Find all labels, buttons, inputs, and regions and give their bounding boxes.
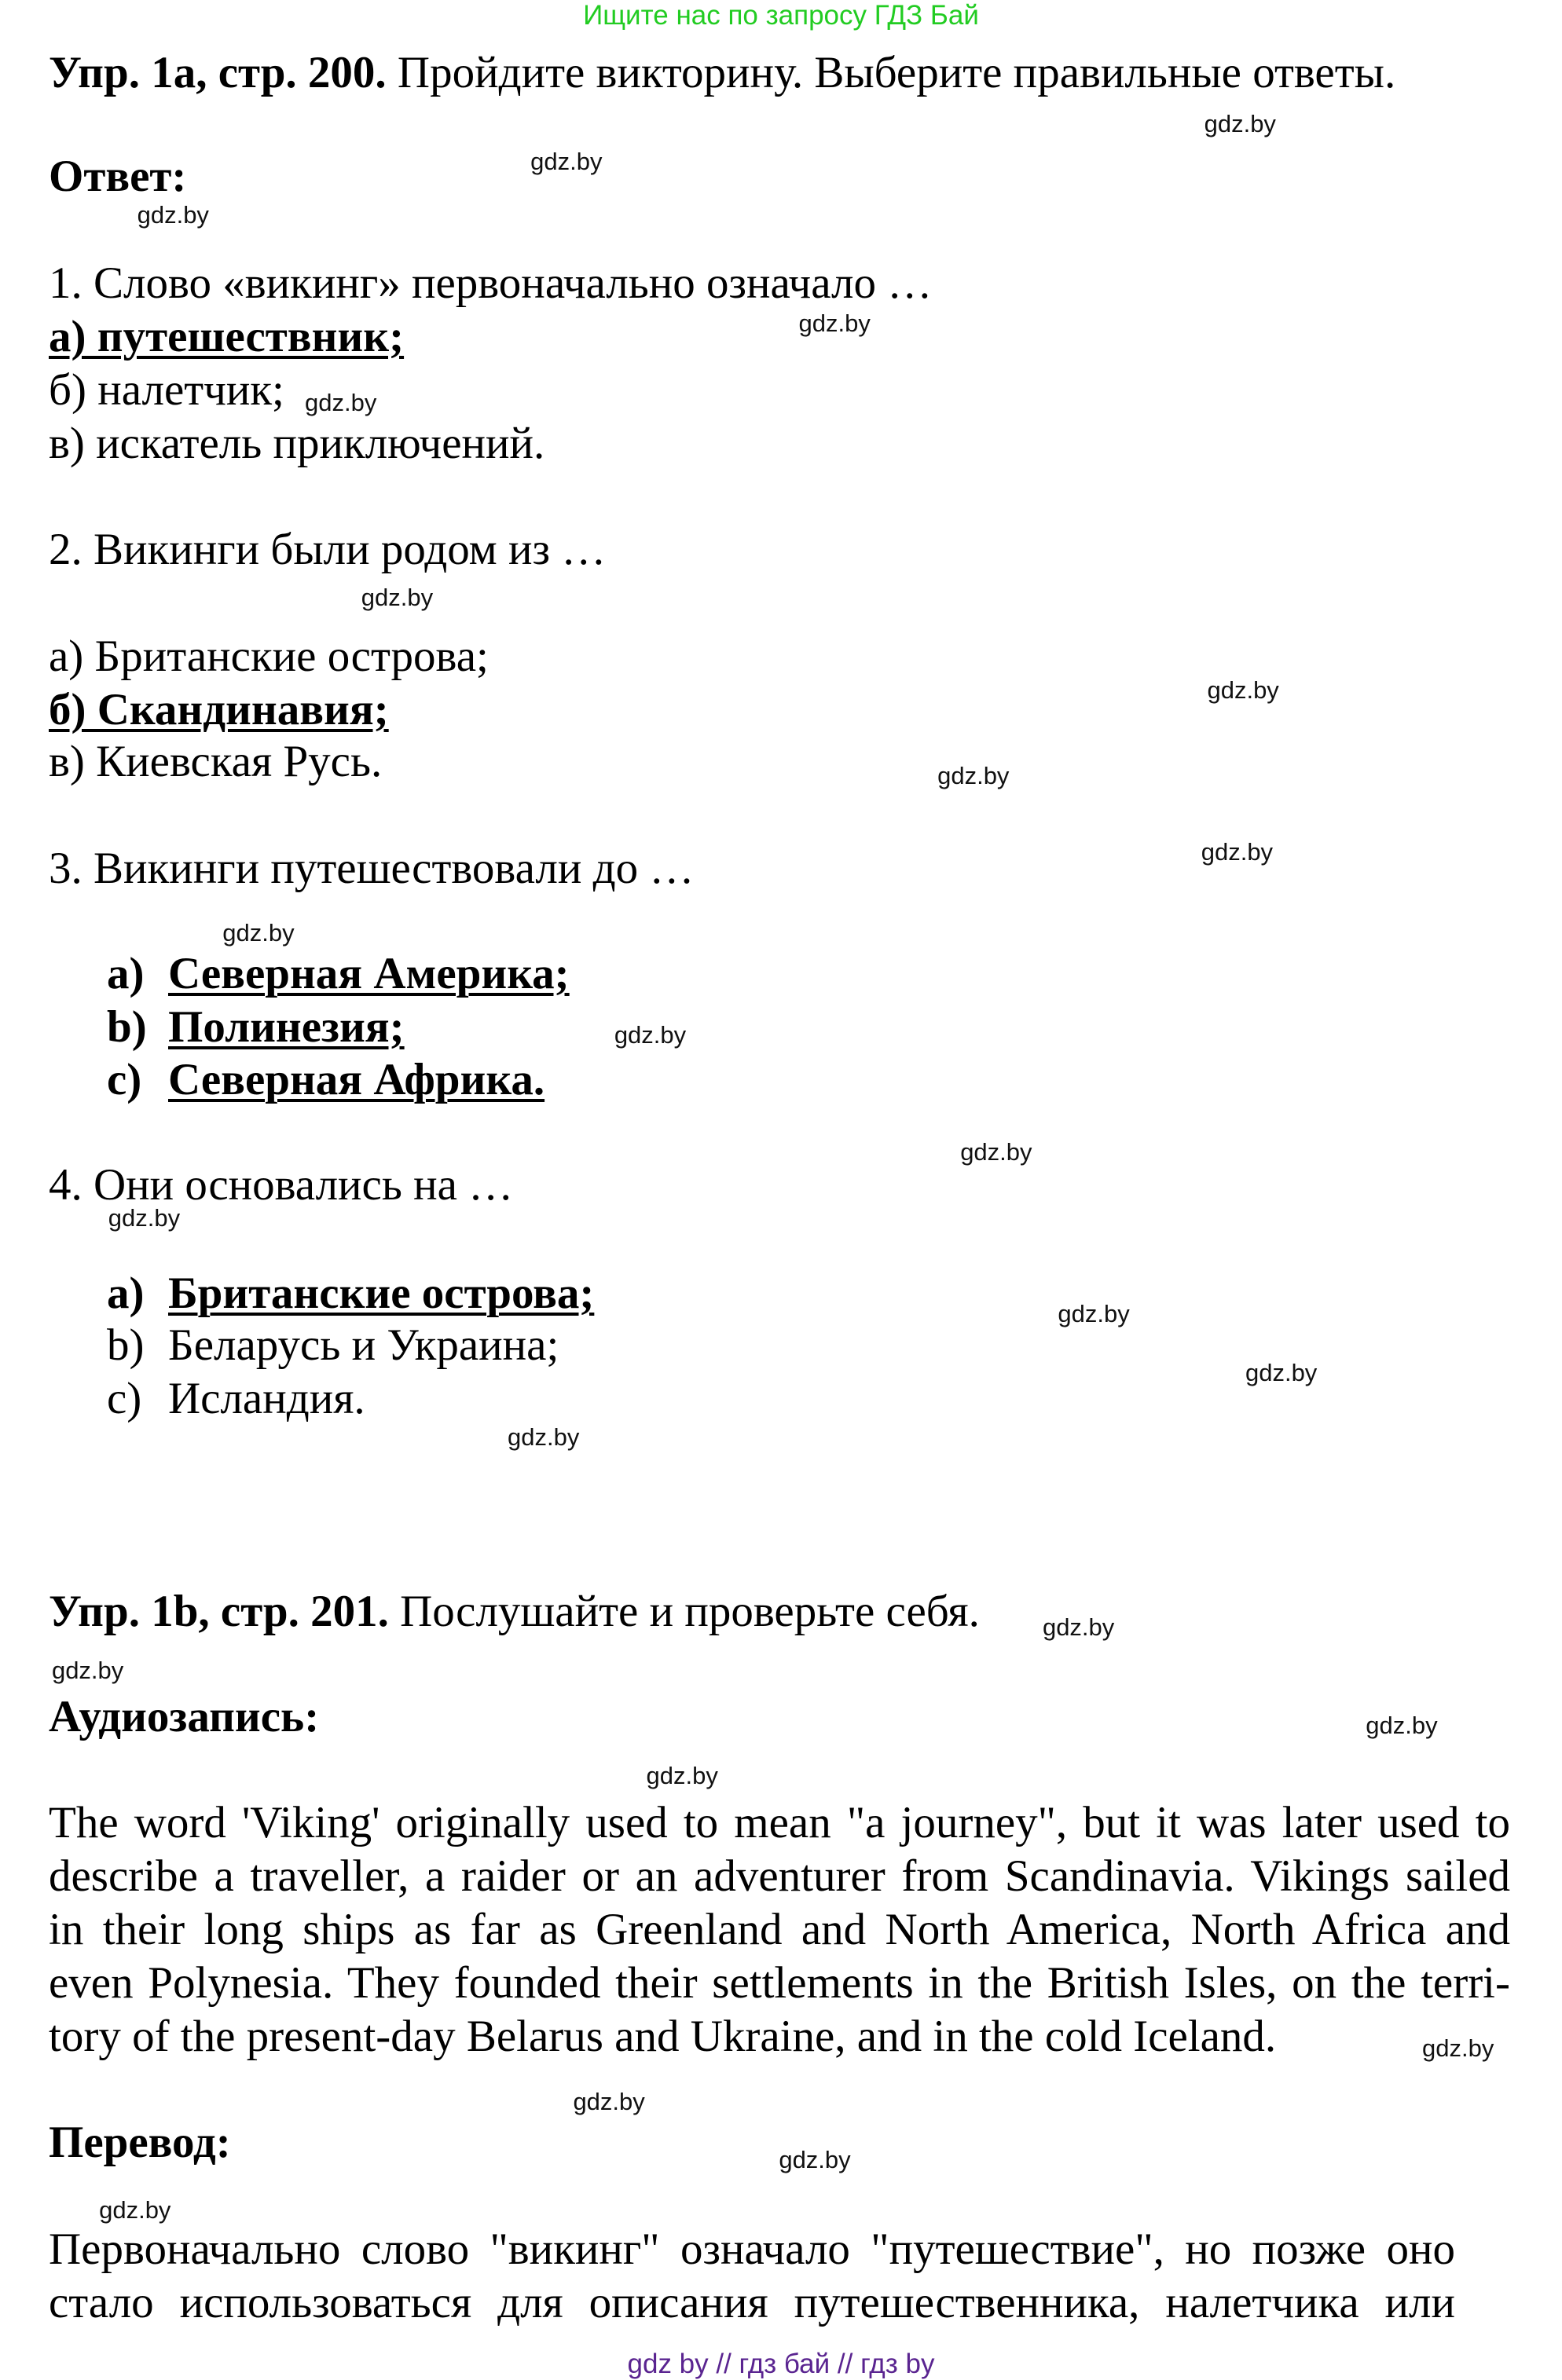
exercise-instruction: Послушайте и проверьте себя. <box>388 1587 980 1636</box>
question-1: 1. Слово «викинг» первоначально означало … <box>49 258 933 308</box>
watermark-text: gdz.by <box>305 388 377 416</box>
watermark-text: gdz.by <box>573 2087 645 2115</box>
option-correct <box>107 948 570 1000</box>
exercise-1b-title <box>49 1586 980 1638</box>
option-marker: b) <box>107 1320 145 1370</box>
watermark-text: gdz.by <box>508 1423 580 1451</box>
watermark-text: gdz.by <box>937 762 1010 789</box>
option-text: Исландия. <box>168 1374 365 1423</box>
answer-heading: Ответ: <box>49 152 187 201</box>
option-text: Северная Америка; <box>168 949 570 998</box>
option-marker: c) <box>107 1055 142 1104</box>
watermark-text: gdz.by <box>99 2195 171 2224</box>
option-correct: б) Скандинавия; <box>49 685 389 734</box>
watermark-text: gdz.by <box>614 1020 687 1049</box>
watermark-text: gdz.by <box>1042 1613 1115 1642</box>
watermark-text: gdz.by <box>137 201 209 229</box>
watermark-text: gdz.by <box>779 2145 851 2173</box>
footer-links[interactable]: gdz by // гдз бай // гдз by <box>627 2349 935 2379</box>
option: а) Британские острова; <box>49 632 489 681</box>
option-marker: c) <box>107 1374 142 1423</box>
option-correct <box>107 1268 594 1320</box>
watermark-text: gdz.by <box>960 1138 1032 1166</box>
question-3: 3. Викинги путешествовали до … <box>49 844 695 893</box>
option-correct <box>107 1054 544 1106</box>
question-2: 2. Викинги были родом из … <box>49 525 607 574</box>
exercise-number: Упр. 1а, стр. 200. <box>49 48 387 97</box>
option-text: Северная Африка. <box>168 1055 545 1104</box>
translation-line: Первоначально слово "викинг" означало "путешествие", но позже оно <box>49 2224 1455 2274</box>
option-marker: a) <box>107 949 145 998</box>
watermark-text: gdz.by <box>1207 676 1279 705</box>
watermark-text: gdz.by <box>1245 1359 1318 1387</box>
exercise-1a-title <box>49 47 1395 99</box>
watermark-text: gdz.by <box>222 918 295 947</box>
option: в) Киевская Русь. <box>49 737 383 786</box>
watermark-text: gdz.by <box>798 309 871 337</box>
option: б) налетчик; <box>49 365 284 415</box>
audio-heading: Аудиозапись: <box>49 1692 320 1741</box>
watermark-text: gdz.by <box>1422 2034 1494 2062</box>
option-text: Британские острова; <box>168 1269 595 1318</box>
watermark-text: gdz.by <box>1204 109 1276 137</box>
watermark-text: gdz.by <box>1201 838 1274 866</box>
translation-text <box>49 2223 1455 2330</box>
watermark-text: gdz.by <box>1058 1299 1130 1327</box>
option-marker: b) <box>107 1002 147 1052</box>
option-correct: а) путешествник; <box>49 312 405 361</box>
option-correct <box>107 1001 405 1053</box>
watermark-text: gdz.by <box>108 1203 181 1232</box>
exercise-number: Упр. 1b, стр. 201. <box>49 1587 389 1636</box>
transcript-line: tory of the present-day Belarus and Ukraine, and in the cold Iceland. <box>49 2012 1277 2061</box>
option-text: Беларусь и Украина; <box>168 1320 559 1370</box>
transcript-line: The word 'Viking' originally used to mean "a journey", but it was later used to <box>49 1798 1510 1847</box>
translation-line: стало использоваться для описания путешественника, налетчика или <box>49 2278 1455 2327</box>
option-marker: a) <box>107 1269 145 1318</box>
transcript-line: even Polynesia. They founded their settlements in the British Isles, on the terri- <box>49 1958 1510 2008</box>
transcript-line: describe a traveller, a raider or an adventurer from Scandinavia. Vikings sailed <box>49 1851 1510 1901</box>
translation-heading: Перевод: <box>49 2118 231 2167</box>
watermark-text: gdz.by <box>361 584 434 612</box>
watermark-text: gdz.by <box>646 1761 718 1789</box>
option-text: Полинезия; <box>168 1002 405 1052</box>
watermark-text: gdz.by <box>530 148 603 176</box>
top-banner[interactable]: Ищите нас по запросу ГДЗ Бай <box>583 0 979 31</box>
option <box>107 1320 559 1371</box>
question-4: 4. Они основались на … <box>49 1160 514 1210</box>
audio-transcript <box>49 1796 1510 2063</box>
option: в) искатель приключений. <box>49 419 545 468</box>
exercise-instruction: Пройдите викторину. Выберите правильные ответы. <box>386 48 1396 97</box>
option <box>107 1373 365 1425</box>
watermark-text: gdz.by <box>51 1656 124 1684</box>
watermark-text: gdz.by <box>1366 1711 1438 1739</box>
transcript-line: in their long ships as far as Greenland and North America, North Africa and <box>49 1905 1510 1954</box>
